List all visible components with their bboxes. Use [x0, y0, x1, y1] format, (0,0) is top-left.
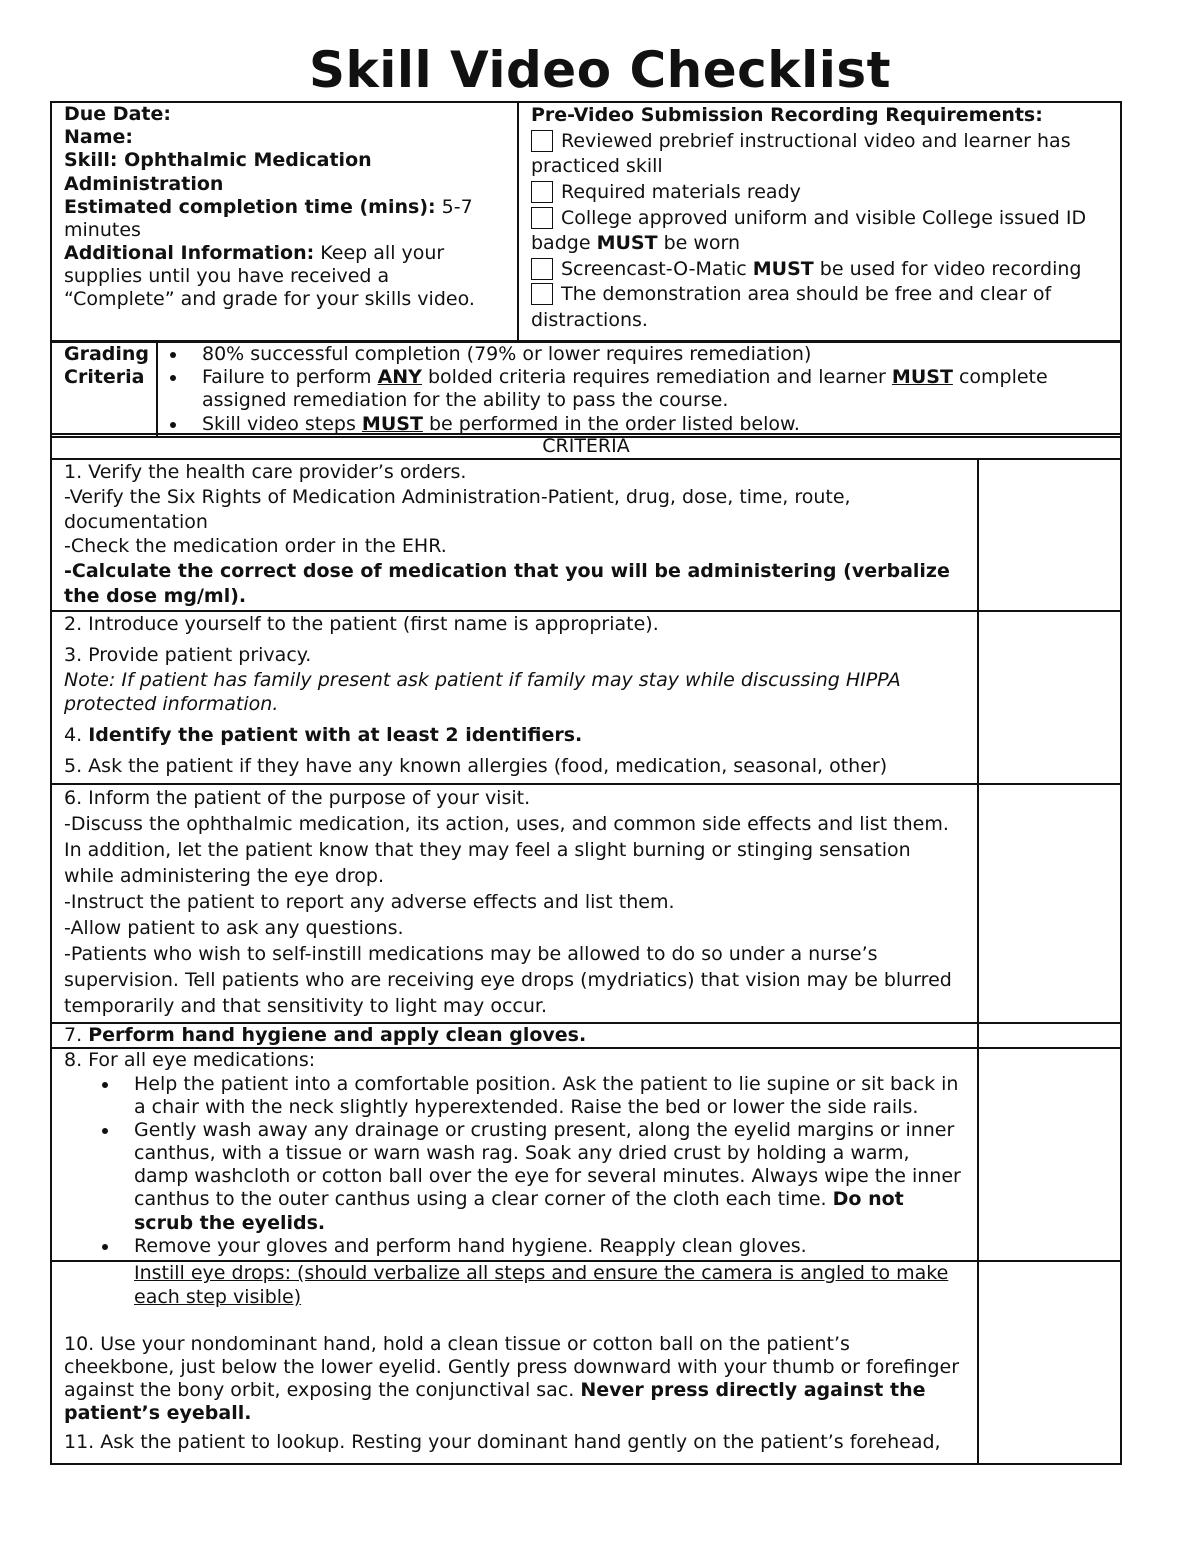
- grading-list: [158, 343, 1108, 436]
- criteria-table: [50, 433, 1122, 1465]
- prereq-item-3: [531, 206, 1108, 257]
- grading-item-2: [188, 366, 1108, 412]
- step-1-line-4: -Calculate the correct dose of medication that you will be administering (verbalize the dose mg/ml).: [64, 559, 950, 607]
- checkbox[interactable]: [531, 258, 553, 280]
- step-11: 11. Ask the patient to lookup. Resting your dominant hand gently on the patient’s forehead,: [64, 1431, 941, 1454]
- prereq-item-4: [531, 257, 1108, 283]
- grading-item-2-any: ANY: [377, 366, 422, 389]
- steps-9-11: [51, 1261, 978, 1464]
- step-1-line-2: -Verify the Six Rights of Medication Administration-Patient, drug, dose, time, route, documentation: [64, 485, 851, 533]
- checkbox[interactable]: [531, 207, 553, 229]
- prereq-item-3-end: be worn: [663, 232, 741, 255]
- step-3: 3. Provide patient privacy.: [64, 643, 312, 666]
- grading-bullets: [157, 342, 1121, 437]
- skill-label: Skill: Ophthalmic Medication Administration: [64, 149, 372, 195]
- score-cell[interactable]: [978, 1023, 1121, 1048]
- prereq-item-2-text: Required materials ready: [561, 180, 801, 203]
- prereq-item-5-text: The demonstration area should be free and clear of distractions.: [531, 283, 1052, 332]
- grading-item-3-a: Skill video steps: [202, 412, 356, 435]
- step-7-number: 7.: [64, 1024, 83, 1047]
- additional-info: [64, 242, 505, 312]
- step-1-line-3: -Check the medication order in the EHR.: [64, 535, 447, 558]
- checkbox[interactable]: [531, 181, 553, 203]
- step-5: 5. Ask the patient if they have any known allergies (food, medication, seasonal, other): [64, 754, 888, 777]
- due-date-label: Due Date:: [64, 103, 171, 125]
- score-cell[interactable]: [978, 1261, 1121, 1464]
- prereq-item-4-end: be used for video recording: [819, 257, 1082, 280]
- step-6: [51, 784, 978, 1023]
- step-6-line-2: -Discuss the ophthalmic medication, its action, uses, and common side effects and list them. In addition, let the patient know that they may feel a slight burning or stinging sensation while administering the eye drop.: [64, 813, 949, 888]
- step-1-line-1: 1. Verify the health care provider’s orders.: [64, 461, 467, 484]
- prereq-item-3-text: College approved uniform and visible College issued ID badge: [531, 206, 1087, 255]
- info-cell: [51, 102, 518, 341]
- step-8-bullet-2-bold: Do not scrub the eyelids.: [134, 1188, 904, 1234]
- prereq-item-4-text: Screencast-O-Matic: [561, 257, 747, 280]
- step-10-text: 10. Use your nondominant hand, hold a clean tissue or cotton ball on the patient’s cheekbone, just below the lower eyelid. Gently press downward with your thumb or forefinger against the bony orbit, exposing the conjunctival sac.: [64, 1332, 960, 1402]
- step-8-bullet-2: [120, 1119, 965, 1235]
- step-4: [64, 723, 965, 748]
- prereq-item-1: [531, 129, 1108, 180]
- score-cell[interactable]: [978, 784, 1121, 1023]
- step-8-line-1: 8. For all eye medications:: [64, 1049, 316, 1072]
- additional-info-label: Additional Information:: [64, 242, 315, 265]
- step-3-note: Note: If patient has family present ask patient if family may stay while discussing HIPPA protected information.: [64, 668, 901, 716]
- completion-time-value: 5-7 minutes: [64, 195, 473, 241]
- grading-item-2-a: Failure to perform: [202, 366, 372, 389]
- additional-info-value: Keep all your supplies until you have received a “Complete” and grade for your skills video.: [64, 242, 475, 311]
- step-4-number: 4.: [64, 723, 83, 746]
- prereq-item-4-must: MUST: [752, 257, 814, 280]
- completion-time-label: Estimated completion time (mins):: [64, 195, 436, 218]
- grading-item-3-c: be performed in the order listed below.: [428, 412, 800, 435]
- score-cell[interactable]: [978, 459, 1121, 611]
- grading-item-2-c: bolded criteria requires remediation and learner: [428, 366, 886, 389]
- prereq-item-3-must: MUST: [596, 232, 658, 255]
- grading-item-2-must: MUST: [891, 366, 953, 389]
- step-8-list: [64, 1073, 965, 1258]
- step-6-line-3: -Instruct the patient to report any adverse effects and list them.: [64, 891, 675, 914]
- completion-time: [64, 196, 505, 242]
- prereq-cell: [518, 102, 1121, 341]
- step-6-line-5: -Patients who wish to self-instill medications may be allowed to do so under a nurse’s supervision. Tell patients who are receiving eye drops (mydriatics) that vision may be blurred temporarily and that sensitivity to light may occur.: [64, 943, 952, 1018]
- prereq-item-2: [531, 180, 1108, 206]
- prereq-item-5: [531, 282, 1108, 333]
- step-7: [51, 1023, 978, 1048]
- page-title: Skill Video Checklist: [308, 41, 892, 99]
- step-6-line-4: -Allow patient to ask any questions.: [64, 917, 404, 940]
- step-8: [51, 1048, 978, 1261]
- prereq-heading: Pre-Video Submission Recording Requirements:: [531, 104, 1043, 126]
- score-cell[interactable]: [978, 1048, 1121, 1261]
- grading-item-2-e: complete assigned remediation for the ability to pass the course.: [202, 366, 1048, 412]
- prereq-item-1-text: Reviewed prebrief instructional video and learner has practiced skill: [531, 129, 1071, 178]
- checkbox[interactable]: [531, 130, 553, 152]
- steps-2-5: [51, 611, 978, 784]
- grading-table: [50, 341, 1122, 438]
- info-table: [50, 101, 1122, 342]
- step-9: Instill eye drops: (should verbalize all steps and ensure the camera is angled to make each step visible): [134, 1262, 949, 1308]
- name-label: Name:: [64, 126, 134, 149]
- grading-item-1: • 80% successful completion (79% or lower requires remediation): [188, 343, 1108, 366]
- step-8-bullet-1: • Help the patient into a comfortable position. Ask the patient to lie supine or sit back in a chair with the neck slightly hyperextended. Raise the bed or lower the side rails.: [120, 1073, 965, 1119]
- step-4-text: Identify the patient with at least 2 identifiers.: [88, 723, 583, 746]
- checkbox[interactable]: [531, 283, 553, 305]
- step-10-bold: Never press directly against the patient’s eyeball.: [64, 1379, 926, 1425]
- score-cell[interactable]: [978, 611, 1121, 784]
- step-8-bullet-2-text: Gently wash away any drainage or crusting present, along the eyelid margins or inner canthus, with a tissue or warn wash rag. Soak any dried crust by holding a warm, damp washcloth or cotton ball over the eye for several minutes. Always wipe the inner canthus to the outer canthus using a clear corner of the cloth each time.: [134, 1118, 961, 1211]
- step-2: 2. Introduce yourself to the patient (first name is appropriate).: [64, 613, 659, 636]
- grading-item-3-must: MUST: [361, 412, 423, 435]
- step-1: [51, 459, 978, 611]
- step-7-text: Perform hand hygiene and apply clean gloves.: [88, 1024, 587, 1047]
- step-8-bullet-3: • Remove your gloves and perform hand hygiene. Reapply clean gloves.: [120, 1235, 965, 1258]
- step-10: [64, 1333, 965, 1426]
- grading-label: Grading Criteria: [51, 342, 157, 437]
- step-6-line-1: 6. Inform the patient of the purpose of your visit.: [64, 787, 531, 810]
- criteria-header: CRITERIA: [51, 434, 1121, 459]
